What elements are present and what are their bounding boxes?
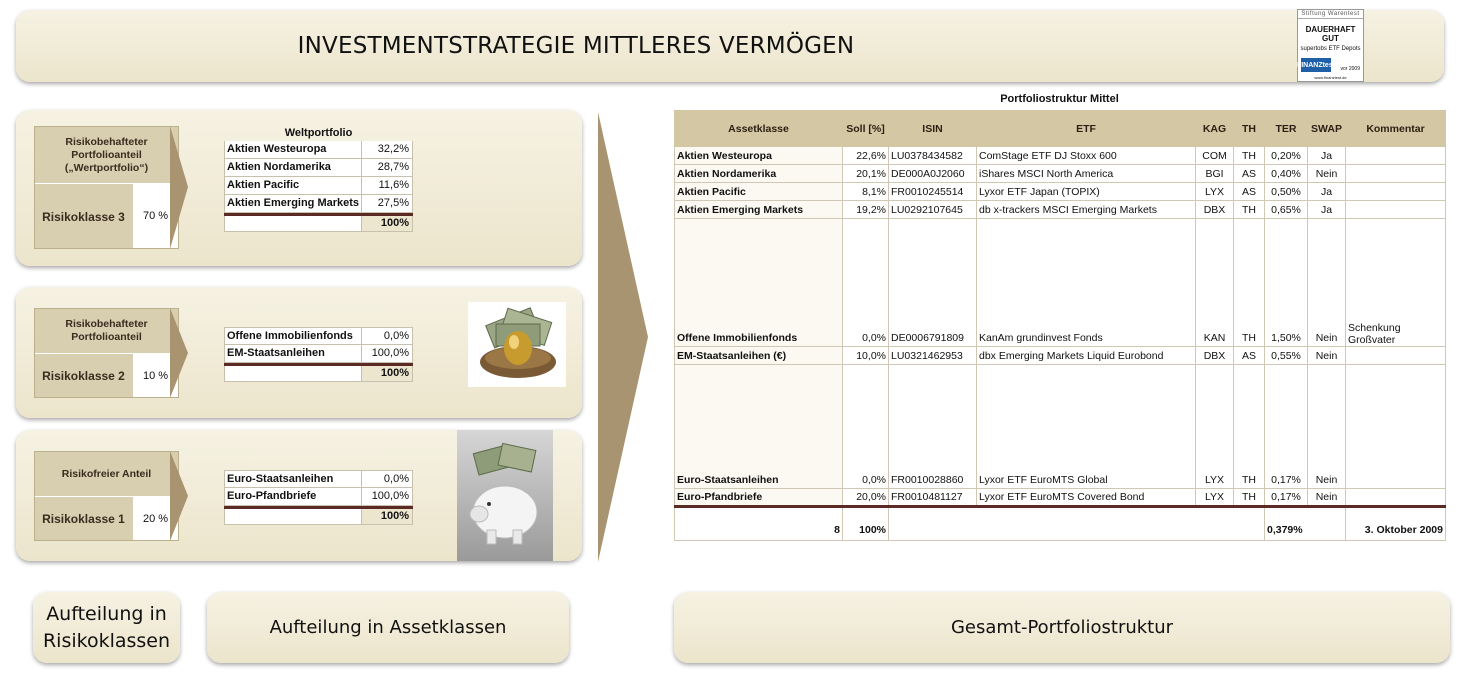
swap-cell: Nein: [1308, 219, 1346, 347]
th-cell: TH: [1234, 147, 1265, 165]
table-total-row: [224, 216, 413, 232]
finanztest-logo: FINANZtest: [1301, 58, 1331, 72]
th-cell: TH: [1234, 489, 1265, 507]
comment-cell: [1346, 347, 1446, 365]
swap-cell: Nein: [1308, 489, 1346, 507]
row-label: Euro-Staatsanleihen: [225, 471, 362, 487]
big-chevron-arrow-icon: [598, 112, 648, 562]
soll-cell: 20,1%: [843, 165, 889, 183]
kag-cell: LYX: [1196, 365, 1234, 489]
table-header-row: [675, 111, 1446, 147]
footer-spacer: [889, 507, 1265, 541]
isin-cell: LU0321462953: [889, 347, 977, 365]
asset-cell: Aktien Pacific: [675, 183, 843, 201]
seal-subtitle: supertobs ETF Depots: [1300, 46, 1361, 52]
column-header: SWAP: [1308, 111, 1346, 147]
total-value: 100%: [362, 509, 412, 524]
total-value: 100%: [362, 366, 412, 381]
risk-class-2-percent: 10 %: [133, 354, 178, 397]
risk-class-3-percent: 70 %: [133, 184, 178, 248]
table-row: [224, 195, 413, 213]
portfolio-structure-label: Gesamt-Portfoliostruktur: [674, 592, 1450, 663]
comment-cell: [1346, 183, 1446, 201]
asset-cell: Aktien Westeuropa: [675, 147, 843, 165]
table-total-row: [224, 509, 413, 525]
asset-cell: EM-Staatsanleihen (€): [675, 347, 843, 365]
table-row: [224, 159, 413, 177]
total-spacer: [225, 366, 362, 381]
column-header: TH: [1234, 111, 1265, 147]
portfolio-table: [674, 110, 1446, 541]
total-spacer: [225, 216, 362, 231]
column-header: KAG: [1196, 111, 1234, 147]
isin-cell: DE000A0J2060: [889, 165, 977, 183]
title-banner: [16, 10, 1444, 82]
weltportfolio-title: Weltportfolio: [284, 127, 353, 139]
isin-cell: FR0010481127: [889, 489, 977, 507]
isin-cell: FR0010245514: [889, 183, 977, 201]
soll-cell: 0,0%: [843, 365, 889, 489]
soll-cell: 19,2%: [843, 201, 889, 219]
column-header: Soll [%]: [843, 111, 889, 147]
row-value: 28,7%: [377, 161, 409, 173]
soll-cell: 8,1%: [843, 183, 889, 201]
row-label: Aktien Pacific: [225, 177, 362, 194]
risk-class-1-percent: 20 %: [133, 497, 178, 540]
soll-cell: 20,0%: [843, 489, 889, 507]
swap-cell: Ja: [1308, 201, 1346, 219]
row-label: EM-Staatsanleihen: [225, 345, 362, 362]
table-row: [224, 345, 413, 363]
table-row: [224, 177, 413, 195]
row-value: 100,0%: [371, 490, 409, 502]
chevron-right-icon: [170, 451, 188, 541]
ter-cell: 0,50%: [1265, 183, 1308, 201]
comment-cell: [1346, 489, 1446, 507]
risk-class-2-head: Risikobehafteter Portfolioanteil: [65, 318, 148, 343]
comment-cell: Schenkung Großvater: [1346, 219, 1446, 347]
table-row: [675, 165, 1446, 183]
footer-date: 3. Oktober 2009: [1346, 507, 1446, 541]
swap-cell: Nein: [1308, 165, 1346, 183]
risk-class-3-panel: [16, 110, 582, 266]
table-row: [224, 488, 413, 506]
table-row: [224, 327, 413, 345]
asset-cell: Aktien Nordamerika: [675, 165, 843, 183]
row-value: 27,5%: [377, 197, 409, 209]
row-value: 0,0%: [383, 473, 409, 485]
soll-cell: 22,6%: [843, 147, 889, 165]
column-header: ISIN: [889, 111, 977, 147]
asset-classes-label: Aufteilung in Assetklassen: [207, 592, 569, 663]
asset-cell: Euro-Pfandbriefe: [675, 489, 843, 507]
ter-cell: 1,50%: [1265, 219, 1308, 347]
table-row: [675, 147, 1446, 165]
soll-cell: 10,0%: [843, 347, 889, 365]
etf-cell: ComStage ETF DJ Stoxx 600: [977, 147, 1196, 165]
page-title: INVESTMENTSTRATEGIE MITTLERES VERMÖGEN: [297, 33, 855, 59]
row-value: 0,0%: [383, 330, 409, 342]
risk-class-1-panel: [16, 430, 582, 561]
ter-cell: 0,65%: [1265, 201, 1308, 219]
comment-cell: [1346, 201, 1446, 219]
risk-class-2-box: [34, 308, 179, 398]
th-cell: AS: [1234, 183, 1265, 201]
swap-cell: Ja: [1308, 183, 1346, 201]
soll-cell: 0,0%: [843, 219, 889, 347]
th-cell: TH: [1234, 365, 1265, 489]
kag-cell: KAN: [1196, 219, 1234, 347]
etf-cell: dbx Emerging Markets Liquid Eurobond: [977, 347, 1196, 365]
table-footer-row: [675, 507, 1446, 541]
isin-cell: LU0378434582: [889, 147, 977, 165]
chevron-right-icon: [170, 126, 188, 249]
ter-cell: 0,17%: [1265, 365, 1308, 489]
isin-cell: FR0010028860: [889, 365, 977, 489]
stiftung-warentest-seal: [1297, 9, 1364, 82]
table-row: [675, 489, 1446, 507]
table-row: [675, 365, 1446, 489]
isin-cell: DE0006791809: [889, 219, 977, 347]
footer-total: 100%: [843, 507, 889, 541]
column-header: TER: [1265, 111, 1308, 147]
row-label: Aktien Westeuropa: [225, 141, 362, 158]
swap-cell: Ja: [1308, 147, 1346, 165]
etf-cell: db x-trackers MSCI Emerging Markets: [977, 201, 1196, 219]
portfolio-title: Portfoliostruktur Mittel: [1000, 93, 1119, 105]
swap-cell: Nein: [1308, 365, 1346, 489]
risk-class-1-table: [224, 470, 413, 525]
risk-class-3-head: Risikobehafteter Portfolioanteil („Wertportfolio“): [64, 135, 149, 174]
ter-cell: 0,55%: [1265, 347, 1308, 365]
seal-org: Stiftung Warentest: [1298, 10, 1363, 19]
piggy-bank-image: [457, 430, 553, 561]
isin-cell: LU0292107645: [889, 201, 977, 219]
etf-cell: Lyxor ETF EuroMTS Global: [977, 365, 1196, 489]
ter-cell: 0,40%: [1265, 165, 1308, 183]
table-total-row: [224, 366, 413, 382]
kag-cell: DBX: [1196, 201, 1234, 219]
kag-cell: BGI: [1196, 165, 1234, 183]
column-header: Assetklasse: [675, 111, 843, 147]
footer-count: 8: [675, 507, 843, 541]
total-spacer: [225, 509, 362, 524]
comment-cell: [1346, 165, 1446, 183]
th-cell: AS: [1234, 165, 1265, 183]
risk-class-1-head: Risikofreier Anteil: [61, 467, 152, 480]
row-value: 11,6%: [378, 179, 409, 191]
asset-cell: Offene Immobilienfonds: [675, 219, 843, 347]
seal-year: vor 2009: [1340, 66, 1360, 72]
etf-cell: Lyxor ETF Japan (TOPIX): [977, 183, 1196, 201]
risk-class-1-label: Risikoklasse 1: [42, 512, 125, 526]
money-nest-egg-image: [468, 302, 566, 387]
table-row: [675, 347, 1446, 365]
row-value: 32,2%: [377, 143, 409, 155]
row-label: Aktien Nordamerika: [225, 159, 362, 176]
weltportfolio-table: [224, 125, 413, 232]
etf-cell: iShares MSCI North America: [977, 165, 1196, 183]
th-cell: AS: [1234, 347, 1265, 365]
risk-class-2-label: Risikoklasse 2: [42, 369, 125, 383]
table-row: [224, 470, 413, 488]
comment-cell: [1346, 365, 1446, 489]
kag-cell: COM: [1196, 147, 1234, 165]
th-cell: TH: [1234, 201, 1265, 219]
swap-cell: Nein: [1308, 347, 1346, 365]
kag-cell: LYX: [1196, 489, 1234, 507]
column-header: Kommentar: [1346, 111, 1446, 147]
table-row: [675, 219, 1446, 347]
risk-classes-label: Aufteilung in Risikoklassen: [33, 592, 180, 663]
th-cell: TH: [1234, 219, 1265, 347]
kag-cell: LYX: [1196, 183, 1234, 201]
risk-class-1-box: [34, 451, 179, 541]
table-row: [675, 201, 1446, 219]
table-row: [224, 141, 413, 159]
etf-cell: KanAm grundinvest Fonds: [977, 219, 1196, 347]
row-label: Offene Immobilienfonds: [225, 328, 362, 344]
ter-cell: 0,20%: [1265, 147, 1308, 165]
row-label: Euro-Pfandbriefe: [225, 488, 362, 505]
chevron-right-icon: [170, 308, 188, 398]
risk-class-2-table: [224, 327, 413, 382]
kag-cell: DBX: [1196, 347, 1234, 365]
comment-cell: [1346, 147, 1446, 165]
risk-class-2-panel: [16, 287, 582, 418]
footer-ter: 0,379%: [1265, 507, 1346, 541]
total-value: 100%: [362, 216, 412, 231]
row-value: 100,0%: [371, 347, 409, 359]
seal-rating: DAUERHAFT GUT: [1305, 25, 1356, 43]
etf-cell: Lyxor ETF EuroMTS Covered Bond: [977, 489, 1196, 507]
row-label: Aktien Emerging Markets: [225, 195, 362, 212]
seal-url: www.finanztest.de: [1314, 75, 1347, 80]
ter-cell: 0,17%: [1265, 489, 1308, 507]
risk-class-3-label: Risikoklasse 3: [42, 209, 125, 224]
asset-cell: Euro-Staatsanleihen: [675, 365, 843, 489]
asset-cell: Aktien Emerging Markets: [675, 201, 843, 219]
table-row: [675, 183, 1446, 201]
column-header: ETF: [977, 111, 1196, 147]
risk-class-3-box: [34, 126, 179, 249]
